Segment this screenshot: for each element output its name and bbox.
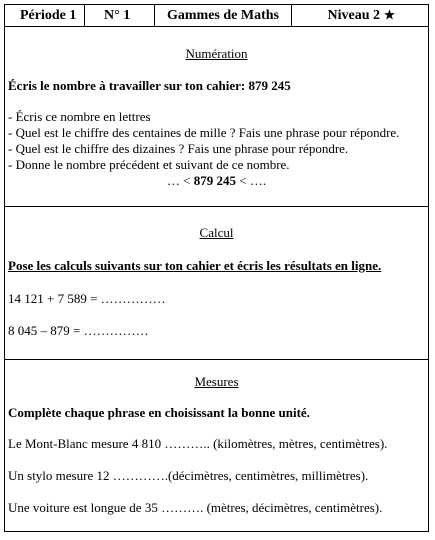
mesures-section: [5, 360, 428, 533]
numeration-section: [5, 27, 428, 207]
mesures-sentence: Le Mont-Blanc mesure 4 810 ……….. (kilomètres, mètres, centimètres).: [8, 436, 388, 451]
compare-line: [5, 173, 428, 189]
periode-label: Période 1: [5, 5, 85, 26]
mesures-sentence: Un stylo mesure 12 ………….(décimètres, centimètres, millimètres).: [8, 468, 369, 483]
niveau-cell: [292, 5, 430, 26]
mesures-instruction: Complète chaque phrase en choisissant la bonne unité.: [8, 405, 310, 420]
worksheet-title: Gammes de Maths: [155, 5, 292, 26]
header-row: [5, 5, 428, 27]
calcul-operation: 14 121 + 7 589 = ……………: [8, 291, 166, 306]
numeration-item: - Quel est le chiffre des dizaines ? Fais une phrase pour répondre.: [8, 141, 349, 156]
calcul-operation: 8 045 – 879 = ……………: [8, 323, 149, 338]
star-icon: [384, 9, 395, 20]
niveau-label: Niveau 2: [327, 8, 380, 23]
section-title-mesures: Mesures: [194, 374, 239, 389]
compare-right: < ….: [236, 173, 267, 188]
section-title-calcul: Calcul: [199, 225, 234, 240]
compare-left: … <: [166, 173, 194, 188]
calcul-section: [5, 207, 428, 360]
numeration-instruction: Écris le nombre à travailler sur ton cahier: 879 245: [8, 78, 291, 93]
numeration-item: - Quel est le chiffre des centaines de mille ? Fais une phrase pour répondre.: [8, 125, 400, 140]
calcul-instruction: Pose les calculs suivants sur ton cahier et écris les résultats en ligne.: [8, 258, 382, 273]
numero-label: N° 1: [85, 5, 155, 26]
worksheet: [4, 4, 429, 532]
compare-number: 879 245: [193, 173, 236, 188]
numeration-item: - Donne le nombre précédent et suivant de ce nombre.: [8, 157, 290, 172]
numeration-item: - Écris ce nombre en lettres: [8, 109, 151, 124]
mesures-sentence: Une voiture est longue de 35 ………. (mètres, décimètres, centimètres).: [8, 500, 383, 515]
section-title-numeration: Numération: [185, 46, 248, 61]
